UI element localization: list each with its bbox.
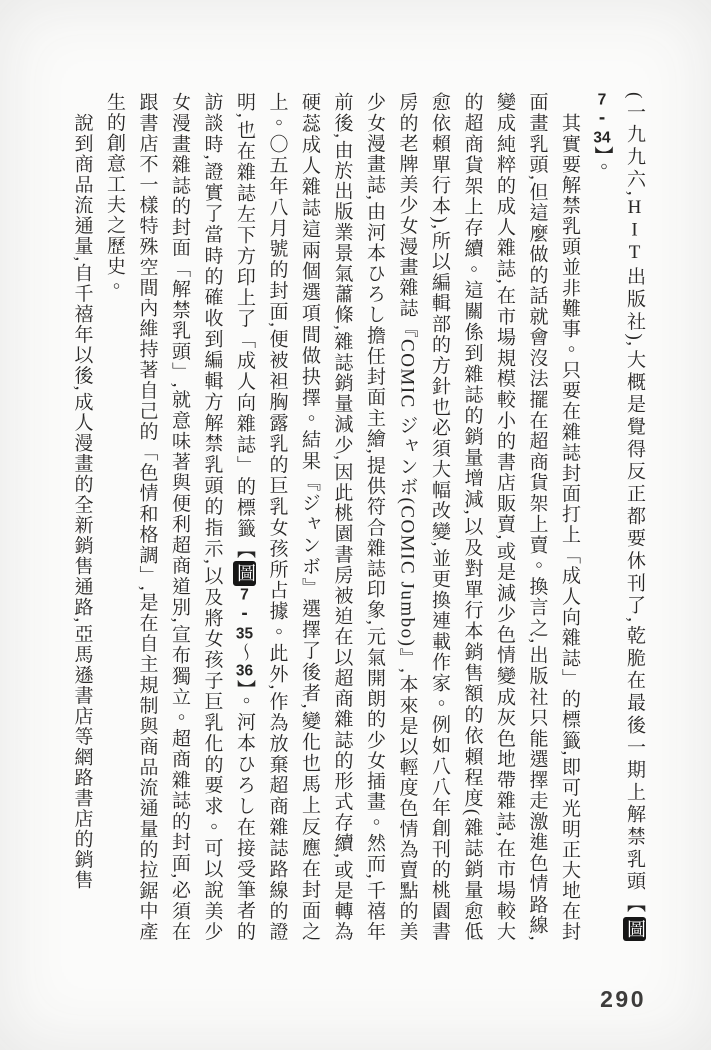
inline-figure-number: 34 — [593, 130, 611, 146]
inline-figure-number: 36 — [235, 663, 254, 679]
upright-latin: HIT — [624, 197, 645, 265]
paragraph: (一九九六,HIT出版社),大概是覺得反正都要休刊了,乾脆在最後一期上解禁乳頭【圖7-34】。 — [591, 92, 645, 939]
inline-figure-number: 7 — [240, 587, 249, 603]
inline-figure-number: 7 — [597, 92, 607, 108]
paragraph: 其實要解禁乳頭並非難事。只要在雜誌封面打上「成人向雜誌」的標籤,即可光明正大地在封面畫乳頭,但這麼做的話就會沒法擺在超商貨架上賣。換言之,出版社只能選擇走激進色情路線,變成純粹的成人雜誌,在市場規模較小的書店販賣,或是減少色情變成灰色地帶雜誌,在市場較大的超商貨架上存續。這關係到雜誌的銷量增減,以及對單行本銷售額的依賴程度(雜誌銷量愈低愈依賴單行本),所以編輯部的方針也必須大幅改變,並更換連載作家。例如八八年創刊的桃園書房的老牌美少女漫畫雜誌『COMIC ジャンボ(COMIC Jumbo)』,本來是以輕度色情為賣點的美少女漫畫誌,由河本ひろし擔任封面主繪,提供符合雜誌印象,元氣開朗的少女插畫。然而,千禧年前後,由於出版業景氣蕭條,雜誌銷量減少,因此桃園書房被迫在以超商雜誌的形式存續,或是轉為硬蕊成人雜誌這兩個選項間做抉擇。結果『ジャンボ』選擇了後者,變化也馬上反應在封面之上。〇五年八月號的封面,便被袒胸露乳的巨乳女孩所占據。此外,作為放棄超商雜誌路線的證明,也在雜誌左下方印上了「成人向雜誌」的標籤【圖7-35〜36】。河本ひろし在接受筆者的訪談時,證實了當時的確收到編輯方解禁乳頭的指示,以及將女孩子巨乳化的要求。可以說美少女漫畫雜誌的封面「解禁乳頭」,就意味著與便利超商道別,宣布獨立。超商雜誌的封面,必須在跟書店不一樣特殊空間內維持著自己的「色情和格調」,是在自主規制與商品流通量的拉鋸中產生的創意工夫之歷史。 — [104, 92, 580, 942]
figure-ref-hyphen: - — [591, 107, 613, 131]
figure-ref-hyphen: - — [234, 603, 255, 626]
figure-ref-box: 圖 — [624, 918, 645, 939]
page-text-block — [58, 92, 650, 942]
figure-ref-box: 圖 — [234, 563, 255, 585]
paragraph: 說到商品流通量,自千禧年以後,成人漫畫的全新銷售通路,亞馬遜書店等網路書店的銷售 — [71, 113, 93, 891]
inline-figure-number: 35 — [235, 626, 254, 642]
page-number: 290 — [600, 986, 646, 1012]
